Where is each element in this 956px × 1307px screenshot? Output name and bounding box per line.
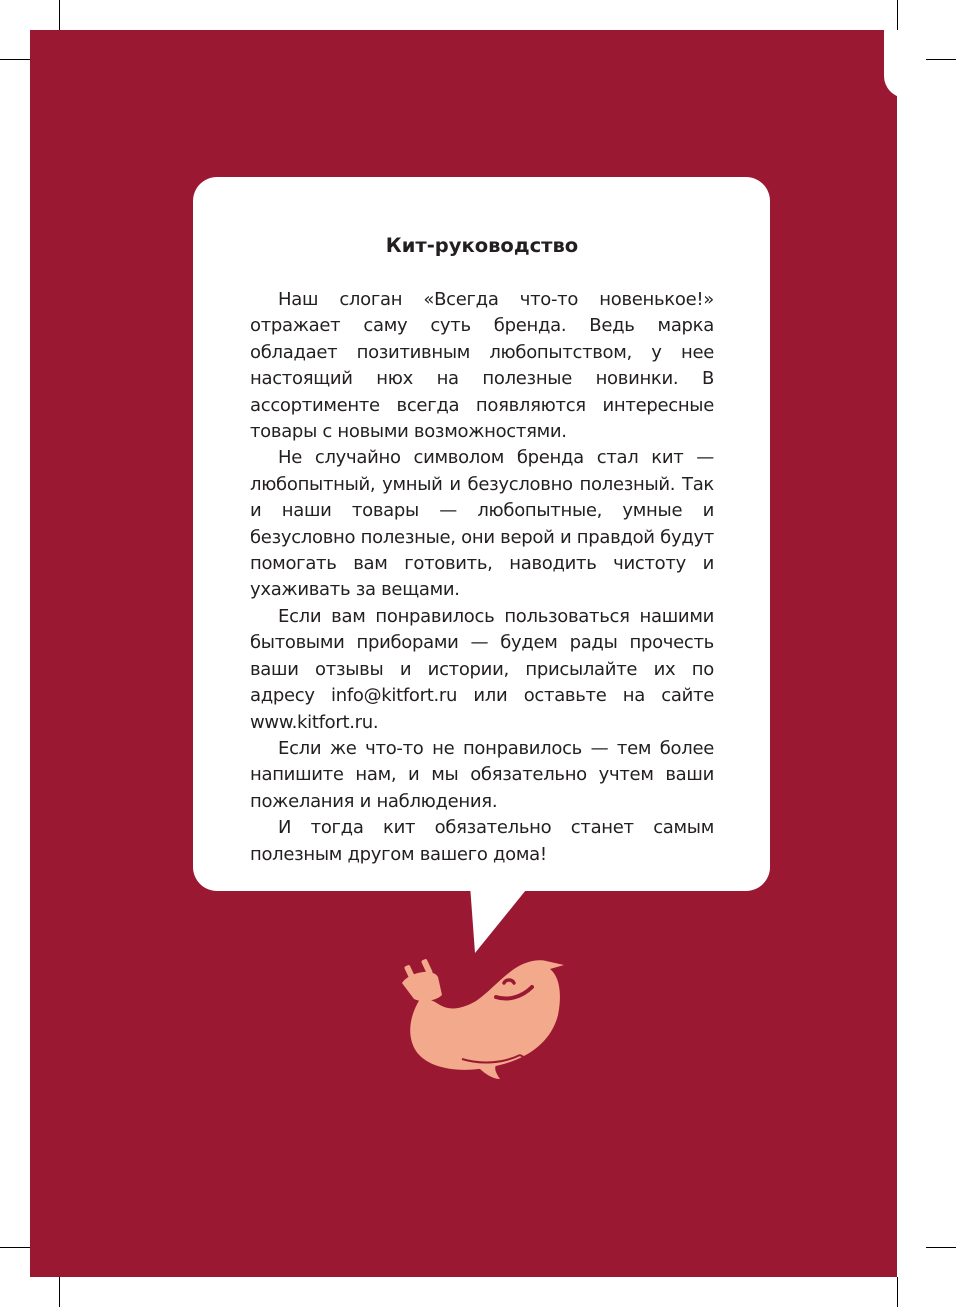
crop-mark: [59, 1277, 60, 1307]
paragraph-slogan: Наш слоган «Всегда что-то новенькое!» отражает саму суть бренда. Ведь марка обладает позитивным любопытством, у нее настоящий нюх на полезные новинки. В ассортименте всегда появляются интересные товары с новыми возможностями.: [250, 289, 714, 443]
paragraph-symbol: Не случайно символом бренда стал кит — любопытный, умный и безусловно полезный. Так и наши товары — любопытные, умные и безусловно полезные, они верой и правдой будут помогать вам готовить, наводить чистоту и ухаживать за вещами.: [250, 447, 714, 601]
speech-bubble-tail: [470, 885, 540, 955]
crop-mark: [0, 1247, 30, 1248]
card-title: Кит-руководство: [385, 234, 579, 257]
crop-mark: [926, 59, 956, 60]
crop-mark: [926, 1247, 956, 1248]
paragraph-closing: И тогда кит обязательно станет самым полезным другом вашего дома!: [250, 817, 714, 865]
paragraph-complaints: Если же что-то не понравилось — тем более напишите нам, и мы обязательно учтем ваши пожелания и наблюдения.: [250, 737, 714, 812]
page-tab: [884, 30, 914, 98]
crop-mark: [897, 0, 898, 30]
whale-with-plug-icon: [392, 955, 572, 1080]
crop-mark: [897, 1277, 898, 1307]
speech-bubble: [193, 177, 770, 891]
crop-mark: [0, 59, 30, 60]
crop-mark: [59, 0, 60, 30]
paragraph-feedback: Если вам понравилось пользоваться нашими бытовыми приборами — будем рады прочесть ваши отзывы и истории, присылайте их по адресу info@kitfort.ru или оставьте на сайте www.kitfort.ru.: [250, 605, 714, 733]
